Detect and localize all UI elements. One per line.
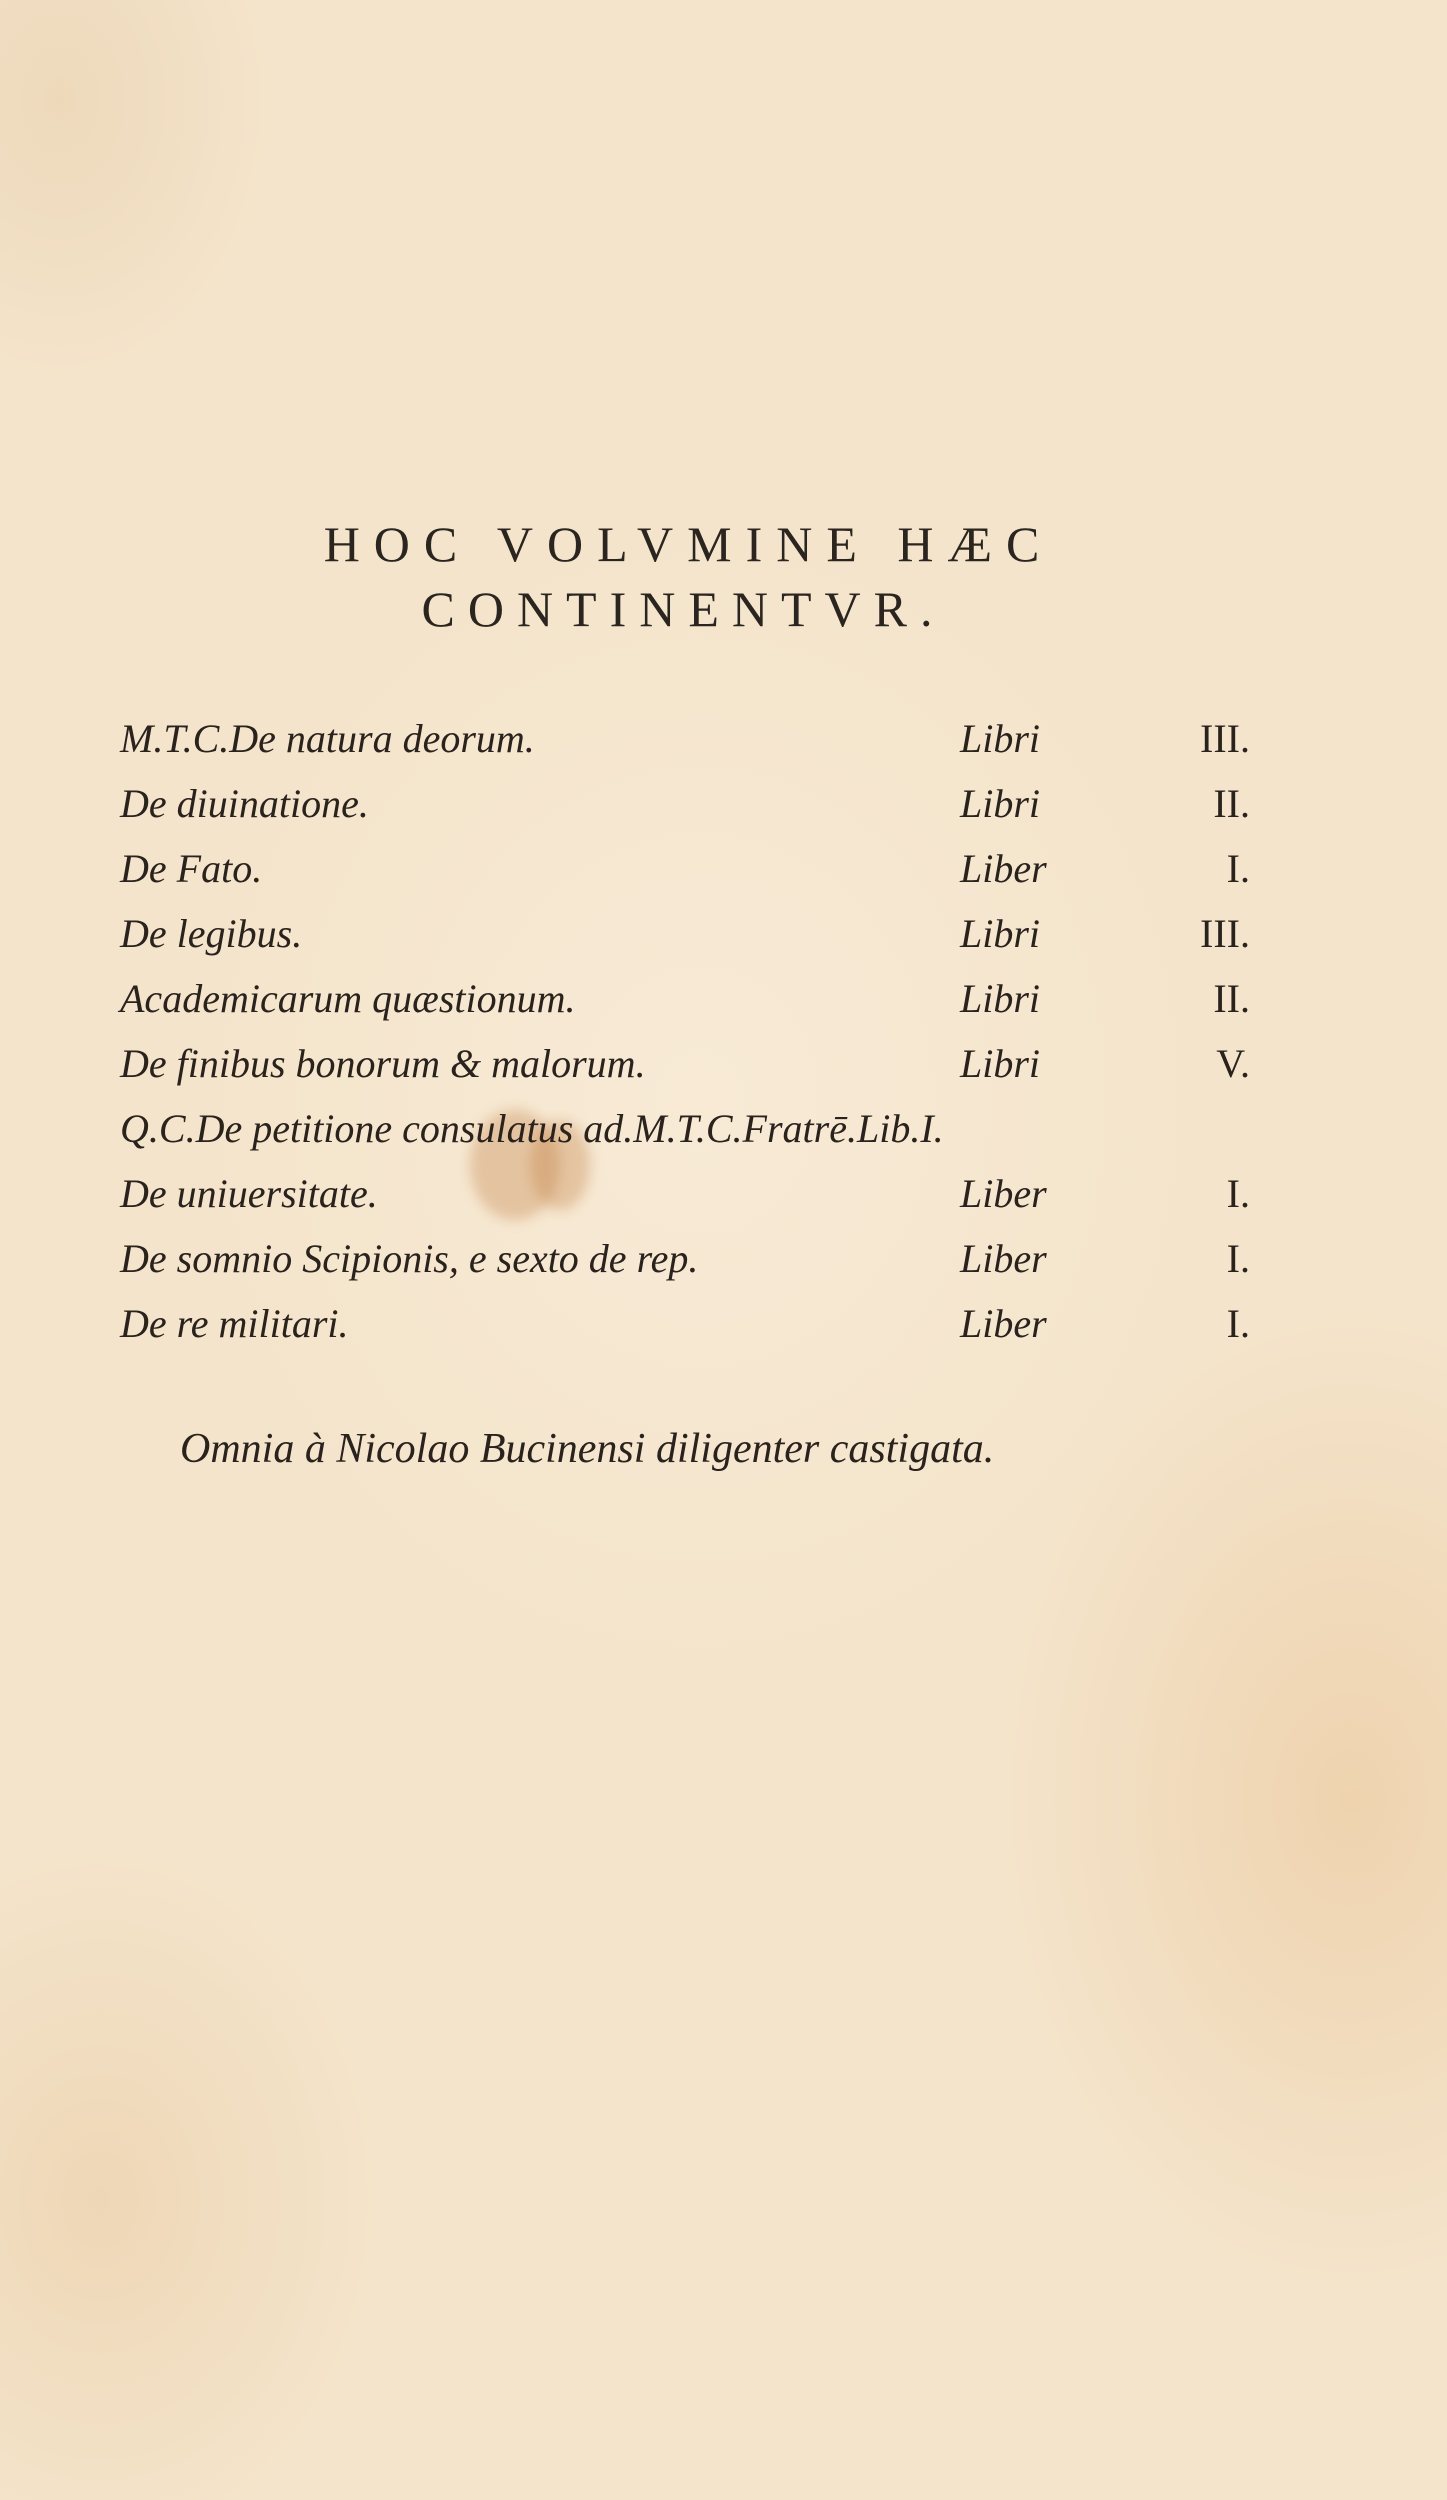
- work-title: De Fato.: [120, 846, 263, 891]
- work-title: Q.C.De petitione consulatus ad.M.T.C.Fratrē.Lib.I.: [120, 1106, 944, 1151]
- work-title: De diuinatione.: [120, 781, 369, 826]
- work-title: De uniuersitate.: [120, 1171, 378, 1216]
- book-count-label: Liber: [960, 846, 1047, 891]
- heading-line-1: HOC VOLVMINE HÆC: [323, 516, 1054, 572]
- book-count-number: II.: [1213, 781, 1250, 826]
- contents-row: [120, 1040, 1250, 1100]
- book-count-number: III.: [1200, 716, 1250, 761]
- contents-row: [120, 1300, 1250, 1360]
- book-count-number: II.: [1213, 976, 1250, 1021]
- book-count-number: I.: [1226, 1236, 1250, 1281]
- book-count-label: Liber: [960, 1171, 1047, 1216]
- contents-row: [120, 1235, 1250, 1295]
- book-count-label: Liber: [960, 1301, 1047, 1346]
- book-count-number: I.: [1226, 1301, 1250, 1346]
- book-count-label: Libri: [960, 976, 1041, 1021]
- work-title: M.T.C.De natura deorum.: [120, 716, 535, 761]
- book-count-label: Liber: [960, 1236, 1047, 1281]
- book-count-label: Libri: [960, 716, 1041, 761]
- book-count-number: III.: [1200, 911, 1250, 956]
- contents-row: [120, 1170, 1250, 1230]
- editor-note: Omnia à Nicolao Bucinensi diligenter castigata.: [180, 1426, 995, 1472]
- work-title: De legibus.: [120, 911, 303, 956]
- work-title: De re militari.: [120, 1301, 349, 1346]
- book-count-label: Libri: [960, 911, 1041, 956]
- contents-row: [120, 780, 1250, 840]
- book-count-number: I.: [1226, 846, 1250, 891]
- contents-row: [120, 715, 1250, 775]
- contents-row: [120, 975, 1250, 1035]
- heading-line-2: CONTINENTVR.: [421, 581, 946, 637]
- contents-row: [120, 845, 1250, 905]
- book-count-number: V.: [1216, 1041, 1250, 1086]
- book-count-number: I.: [1226, 1171, 1250, 1216]
- book-count-label: Libri: [960, 1041, 1041, 1086]
- contents-row: [120, 1105, 1250, 1165]
- work-title: De finibus bonorum & malorum.: [120, 1041, 646, 1086]
- contents-row: [120, 910, 1250, 970]
- book-count-label: Libri: [960, 781, 1041, 826]
- work-title: De somnio Scipionis, e sexto de rep.: [120, 1236, 699, 1281]
- work-title: Academicarum quæstionum.: [120, 976, 576, 1021]
